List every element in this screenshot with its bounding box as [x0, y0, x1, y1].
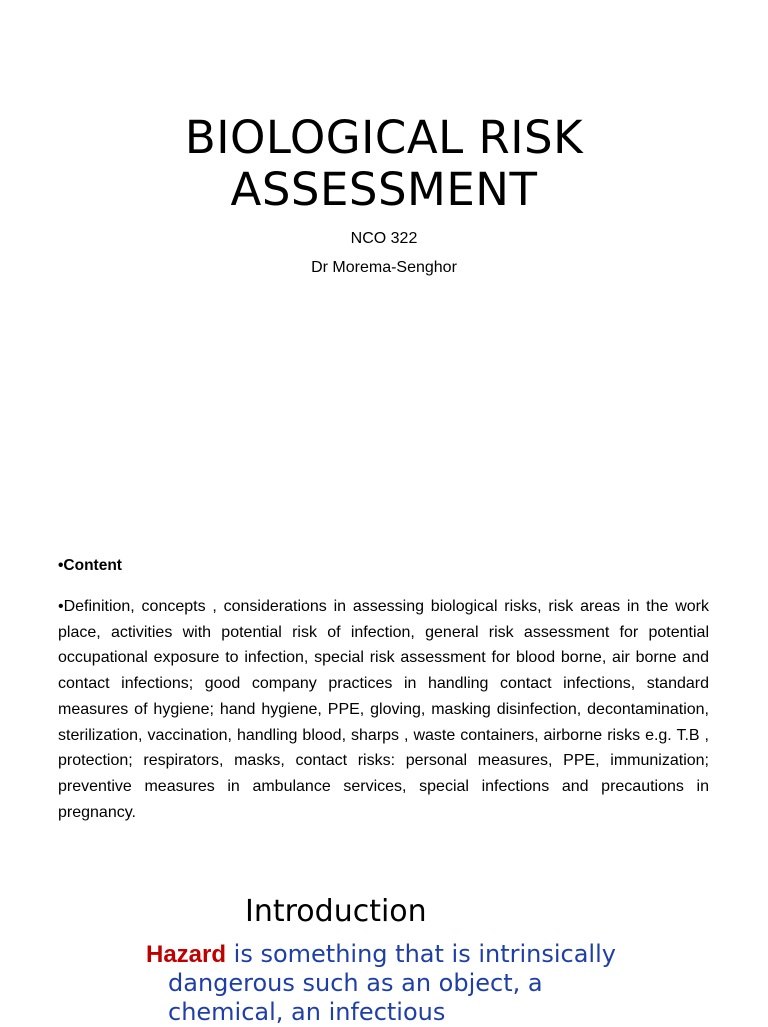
course-code: NCO 322 — [350, 230, 418, 247]
slide-title-line-1: BIOLOGICAL RISK — [184, 111, 584, 164]
author-name: Dr Morema-Senghor — [311, 259, 457, 276]
content-heading: •Content — [58, 557, 122, 574]
hazard-text: is something that is intrinsically dangerous such as an object, a chemical, an infectious — [168, 940, 616, 1026]
hazard-term: Hazard — [146, 941, 227, 968]
slide-title — [0, 112, 768, 216]
content-body: •Definition, concepts , considerations in assessing biological risks, risk areas in the work place, activities with potential risk of infection, general risk assessment for potential occupational exposure to infection, special risk assessment for blood borne, air borne and contact infections; good company practices in handling contact infections, standard measures of hygiene; hand hygiene, PPE, gloving, masking disinfection, decontamination, sterilization, vaccination, handling blood, sharps , waste containers, airborne risks e.g. T.B , protection; respirators, masks, contact risks: personal measures, PPE, immunization; preventive measures in ambulance services, special infections and precautions in pregnancy. — [58, 598, 709, 821]
introduction-heading: Introduction — [245, 894, 427, 929]
slide-title-line-2: ASSESSMENT — [230, 163, 538, 216]
hazard-definition — [146, 940, 648, 1027]
